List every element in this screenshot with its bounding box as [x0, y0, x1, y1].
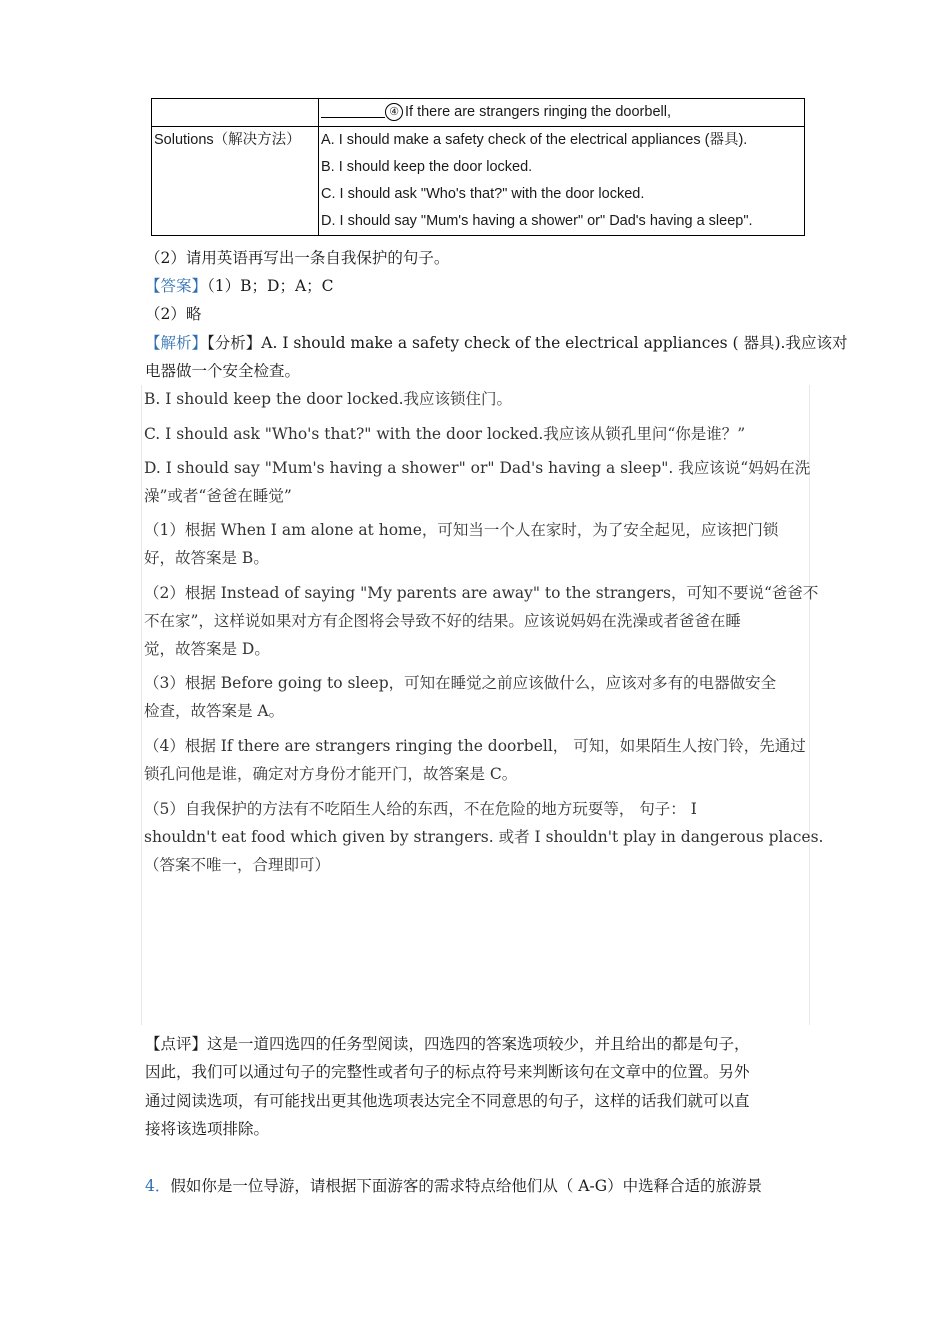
explain-line: （1）根据 When I am alone at home，可知当一个人在家时，为了安全起见，应该把门锁: [144, 521, 779, 539]
explain-line: 检查，故答案是 A。: [144, 702, 285, 720]
comment-line: 因此，我们可以通过句子的完整性或者句子的标点符号来判断该句在文章中的位置。另外: [145, 1063, 750, 1081]
explain-line: D. I should say "Mum's having a shower" or" Dad's having a sleep". 我应该说“妈妈在洗: [144, 459, 811, 477]
option-d: D. I should say "Mum's having a shower" or" Dad's having a sleep".: [321, 213, 753, 229]
option-a: A. I should make a safety check of the electrical appliances (器具).: [321, 132, 748, 148]
analysis-line-2: 电器做一个安全检查。: [145, 362, 301, 380]
analysis-text: 【分析】A. I should make a safety check of the electrical appliances ( 器具).我应该对: [207, 334, 848, 352]
explain-line: 澡”或者“爸爸在睡觉”: [144, 487, 292, 505]
solutions-options-cell: [319, 127, 805, 236]
option-c: C. I should ask "Who's that?" with the door locked.: [321, 186, 645, 202]
comment-line: 接将该选项排除。: [145, 1120, 270, 1138]
explain-line: C. I should ask "Who's that?" with the door locked.我应该从锁孔里问“你是谁？”: [144, 425, 746, 443]
answer-blank: [321, 103, 385, 118]
explain-line: （3）根据 Before going to sleep，可知在睡觉之前应该做什么，应该对多有的电器做安全: [144, 674, 777, 692]
explain-line: B. I should keep the door locked.我应该锁住门。: [144, 390, 513, 408]
question-4: [145, 1174, 762, 1196]
explain-line: （2）根据 Instead of saying "My parents are away" to the strangers，可知不要说“爸爸不: [144, 584, 819, 602]
explain-line: shouldn't eat food which given by strangers. 或者 I shouldn't play in dangerous places.: [144, 828, 824, 846]
explain-line: （答案不唯一，合理即可）: [144, 856, 331, 874]
explain-line: 好，故答案是 B。: [144, 549, 269, 567]
answer-line-2: （2）略: [145, 305, 202, 323]
solutions-label: Solutions（解决方法）: [154, 132, 301, 148]
answer-tag: 【答案】: [145, 277, 208, 295]
explain-line: （4）根据 If there are strangers ringing the doorbell， 可知，如果陌生人按门铃，先通过: [144, 737, 806, 755]
comment-line: 【点评】这是一道四选四的任务型阅读，四选四的答案选项较少，并且给出的都是句子，: [145, 1035, 750, 1053]
explain-line: 锁孔问他是谁，确定对方身份才能开门，故答案是 C。: [144, 765, 518, 783]
analysis-tag: 【解析】: [145, 334, 208, 352]
question-2: （2）请用英语再写出一条自我保护的句子。: [145, 249, 450, 267]
circled-number: ④: [385, 103, 403, 121]
comment-line: 通过阅读选项，有可能找出更其他选项表达完全不同意思的句子，这样的话我们就可以直: [145, 1092, 750, 1110]
question-4-number: 4．: [145, 1177, 171, 1195]
analysis-line-1: [145, 331, 847, 353]
option-b: B. I should keep the door locked.: [321, 159, 533, 175]
answer-line: [145, 274, 334, 296]
row-4-text: If there are strangers ringing the doorbell,: [405, 104, 671, 120]
solutions-label-cell: [152, 127, 319, 236]
explain-line: 觉，故答案是 D。: [144, 640, 270, 658]
table-row-4: [319, 99, 805, 127]
question-4-text: 假如你是一位导游，请根据下面游客的需求特点给他们从（ A-G）中选释合适的旅游景: [170, 1177, 763, 1195]
table-empty-cell: [152, 99, 319, 127]
solutions-table: [151, 98, 805, 236]
answer-text: （1）B；D；A；C: [207, 277, 334, 295]
explain-line: 不在家”，这样说如果对方有企图将会导致不好的结果。应该说妈妈在洗澡或者爸爸在睡: [144, 612, 741, 630]
explain-line: （5）自我保护的方法有不吃陌生人给的东西，不在危险的地方玩耍等， 句子： I: [144, 800, 697, 818]
